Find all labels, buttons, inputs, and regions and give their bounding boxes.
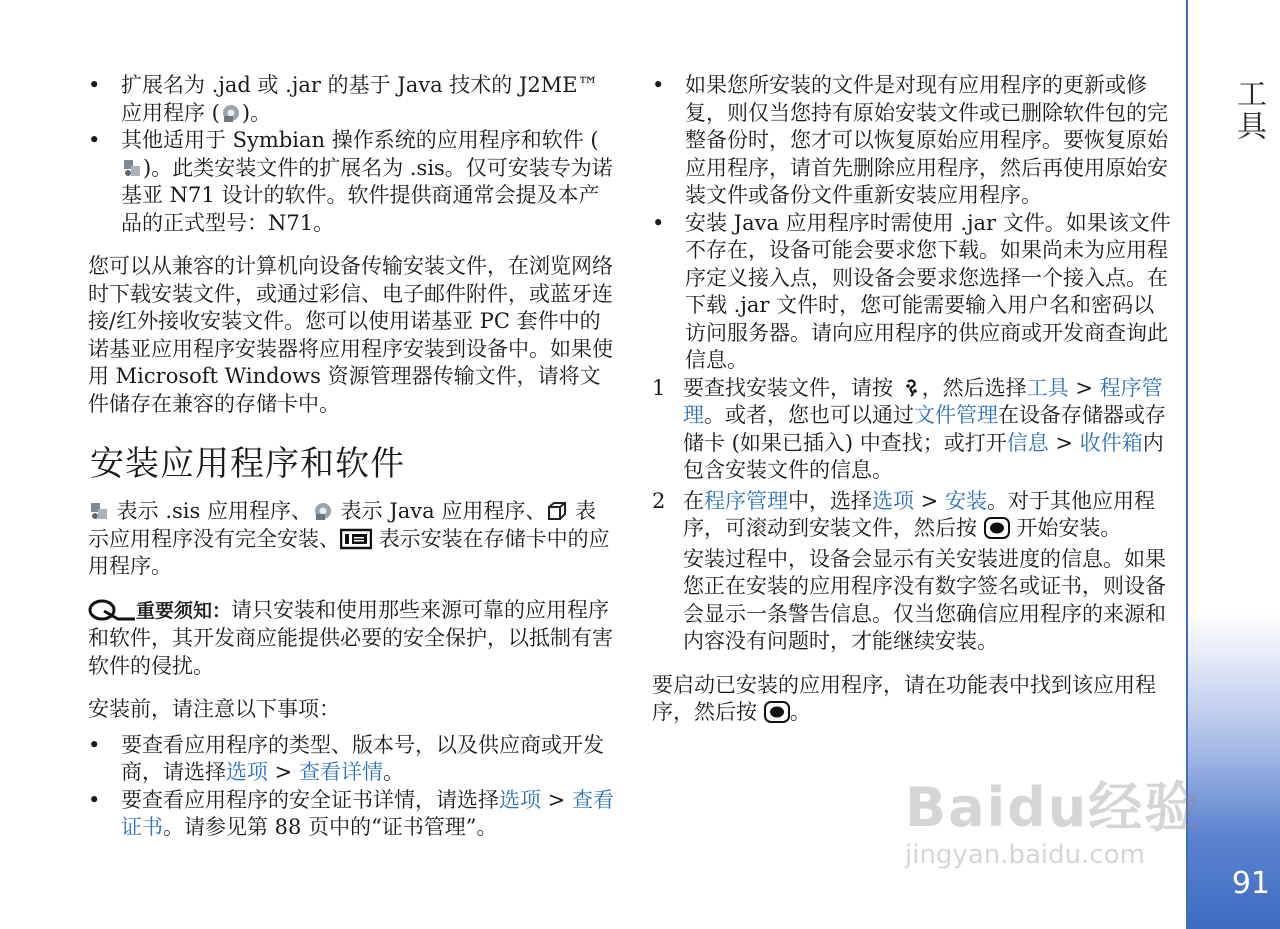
before-install-title: 安装前，请注意以下事项： [88,697,340,721]
transfer-paragraph: 您可以从兼容的计算机向设备传输安装文件，在浏览网络时下载安装文件，或通过彩信、电子邮件附件，或蓝牙连接/红外接收安装文件。您可以使用诺基亚 PC 套件中的诺基亚应用程序安装器将应用程序安装到设备中。如果使用 Microsoft Windows 资源管理器传输文件，请将文件储存在兼容的存储卡中。 [88,254,613,416]
sis-app-icon [88,500,110,522]
select-key-icon [984,517,1010,539]
file-type-list [88,72,616,237]
list-item-update: • 如果您所安装的文件是对现有应用程序的更新或修复，则仅当您持有原始安装文件或已删除软件包的完整备份时，您才可以恢复原始应用程序。要恢复原始应用程序，请首先删除应用程序，然后再使用原始安装文件或备份文件重新安装应用程序。 [652,72,1174,210]
before-install-list [88,732,616,842]
chapter-sidebar [1186,0,1280,929]
notice-icon [88,599,136,621]
messaging-link[interactable]: 信息 [1006,430,1049,455]
options-link[interactable]: 选项 [872,488,914,513]
select-key-icon [764,701,790,723]
important-notice: 重要须知：请只安装和使用那些来源可靠的应用程序和软件，其开发商应能提供必要的安全保护，以抵制有害软件的侵扰。 [88,597,613,678]
app-manager-link[interactable]: 程序管理 [704,488,788,513]
install-link[interactable]: 安装 [944,488,987,513]
list-item-java: • 扩展名为 .jad 或 .jar 的基于 Java 技术的 J2ME™ 应用程序 ( )。 [88,72,616,127]
section-heading: 安装应用程序和软件 [90,444,405,484]
watermark-logo: Baidu经验 [905,776,1201,839]
view-details-link[interactable]: 查看详情 [298,760,383,784]
app-manager-link[interactable]: 程序管理 [683,375,1163,427]
install-progress-paragraph: 安装过程中，设备会显示有关安装进度的信息。如果您正在安装的应用程序没有数字签名或证书，则设备会显示一条警告信息。仅当您确信应用程序的来源和内容没有问题时，才能继续安装。 [683,546,1166,653]
notice-title: 重要须知： [136,599,232,622]
java-app-icon [220,102,242,124]
launch-paragraph: 要启动已安装的应用程序，请在功能表中找到该应用程序，然后按 。 [652,672,1156,724]
notes-list [652,72,1174,375]
sis-app-icon [121,157,143,179]
list-item-symbian: • 其他适用于 Symbian 操作系统的应用程序和软件 ( )。此类安装文件的扩展名为 .sis。仅可安装专为诺基亚 N71 设计的软件。软件提供商通常会提及本产品的正式型号：N71。 [88,127,616,237]
page-number: 91 [1231,866,1270,901]
memory-card-icon [340,528,372,550]
options-link[interactable]: 选项 [226,760,268,784]
step-2: 2 在程序管理中，选择选项 > 安装。对于其他应用程序，可滚动到安装文件，然后按 开始安装。 安装过程中，设备会显示有关安装进度的信息。如果您正在安装的应用程序没有数字签名或证书，则设备会显示一条警告信息。仅当您确信应用程序的来源和内容没有问题时，才能继续安装。 [652,488,1174,656]
list-item-details: • 要查看应用程序的类型、版本号，以及供应商或开发商，请选择选项 > 查看详情。 [88,732,616,787]
chapter-label: 工具 [1231,78,1266,142]
step-1: 1 要查找安装文件，请按 ，然后选择工具 > 程序管理。或者，您也可以通过文件管理在设备存储器或存储卡 (如果已插入) 中查找；或打开信息 > 收件箱内包含安装文件的信息。 [652,375,1166,482]
options-link[interactable]: 选项 [499,787,541,812]
java-app-icon [312,500,334,522]
watermark-url: jingyan.baidu.com [905,840,1145,870]
baidu-watermark [905,765,1205,885]
install-steps [652,375,1174,656]
right-column [652,72,1174,727]
menu-key-icon [900,377,922,399]
list-item-jar: • 安装 Java 应用程序时需使用 .jar 文件。如果该文件不存在，设备可能会要求您下载。如果尚未为应用程序定义接入点，则设备会要求您选择一个接入点。在下载 .jar 文件时，您可能需要输入用户名和密码以访问服务器。请向应用程序的供应商或开发商查询此信息。 [652,210,1174,375]
tools-link[interactable]: 工具 [1026,375,1069,400]
file-manager-link[interactable]: 文件管理 [914,403,998,427]
partial-install-icon [546,500,568,522]
view-certificate-link[interactable]: 查看证书 [121,787,614,839]
left-column [88,72,616,842]
inbox-link[interactable]: 收件箱 [1079,430,1143,455]
icon-legend-paragraph: 表示 .sis 应用程序、 表示 Java 应用程序、 表示应用程序没有完全安装、 表示安装在存储卡中的应用程序。 [88,499,610,578]
list-item-certificate: • 要查看应用程序的安全证书详情，请选择选项 > 查看证书。请参见第 88 页中的“证书管理”。 [88,787,616,842]
